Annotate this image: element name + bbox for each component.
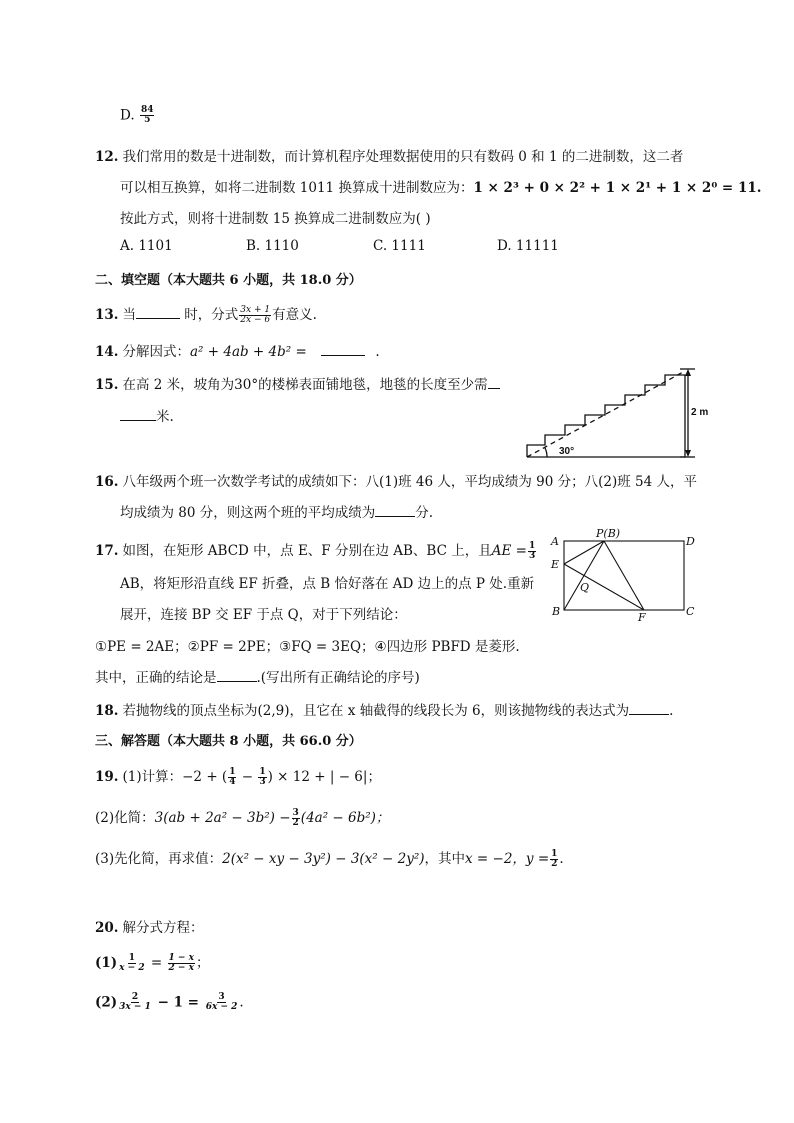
label-b: B	[552, 605, 561, 618]
question-number: 16.	[95, 474, 119, 490]
denominator: 3	[528, 551, 536, 561]
question-text: 若抛物线的顶点坐标为(2,9)，且它在 x 轴截得的线段长为 6，则该抛物线的表达式为	[122, 703, 630, 719]
question-20-title	[95, 916, 204, 936]
formula: ；	[195, 955, 210, 971]
height-label: 2 m	[691, 407, 709, 418]
formula: .	[239, 994, 244, 1011]
fraction	[528, 542, 536, 562]
denominator: 2x − 6	[240, 315, 271, 325]
denominator: 2	[551, 859, 558, 869]
label-q: Q	[580, 581, 590, 594]
fraction	[140, 106, 155, 126]
q12-option-c[interactable]: C. 1111	[373, 238, 426, 254]
answer-blank[interactable]	[120, 408, 156, 421]
fraction	[205, 993, 239, 1013]
angle-arc	[545, 448, 547, 457]
fraction	[168, 954, 195, 974]
formula: − 1 =	[152, 994, 204, 1011]
question-number: 18.	[95, 703, 119, 719]
question-17-line5	[95, 666, 420, 686]
fold-line-ef	[564, 564, 644, 610]
question-text: 分解因式：	[122, 344, 190, 360]
formula: .	[559, 851, 564, 867]
question-19-part3	[95, 847, 564, 869]
fraction	[292, 809, 300, 829]
question-17-conclusions: ①PE = 2AE；②PF = 2PE；③FQ = 3EQ；④四边形 PBFD 是菱形.	[95, 639, 520, 655]
question-text: 按此方式，则将十进制数 15 换算成二进制数应为( )	[120, 211, 431, 227]
answer-blank[interactable]	[217, 669, 257, 682]
formula: a² + 4ab + 4b² =	[190, 344, 307, 360]
question-text: (3)先化简，再求值：	[95, 851, 223, 867]
question-20-part1	[95, 951, 209, 973]
q12-option-a[interactable]: A. 1101	[120, 238, 173, 254]
question-14	[95, 340, 380, 360]
formula: −2 + (	[182, 769, 228, 785]
stairs-figure	[525, 365, 709, 461]
denominator: 3	[259, 777, 266, 787]
numerator: 3x + 1	[240, 304, 271, 315]
numerator: 3	[218, 992, 225, 1002]
question-number: 14.	[95, 344, 119, 360]
part-label: (1)	[95, 955, 118, 971]
denominator: x − 2	[119, 963, 145, 973]
stairs-outline	[527, 375, 685, 457]
numerator: 3	[292, 807, 299, 818]
label-e: E	[551, 558, 560, 571]
question-text: 均成绩为 80 分，则这两个班的平均成绩为	[120, 505, 376, 521]
question-text: 有意义.	[272, 307, 317, 323]
numerator: 84	[140, 105, 154, 115]
numerator: 1	[551, 848, 558, 859]
denominator: 5	[144, 115, 151, 126]
question-text: ，其中	[424, 851, 465, 867]
question-text: 分.	[415, 505, 434, 521]
denominator: 4	[229, 777, 236, 787]
denominator: 2	[292, 818, 299, 828]
question-text: 当	[122, 307, 136, 323]
answer-blank[interactable]	[629, 702, 669, 715]
fraction	[118, 993, 152, 1013]
formula: ) × 12 + | − 6|；	[267, 769, 381, 785]
slope-dashed-line	[527, 371, 685, 457]
question-19-part2	[95, 806, 389, 828]
question-text: 时，分式	[180, 307, 239, 323]
answer-blank[interactable]	[321, 343, 365, 356]
question-number: 17.	[95, 543, 119, 559]
label-c: C	[686, 605, 695, 618]
question-17-line3: 展开，连接 BP 交 EF 于点 Q，对于下列结论：	[120, 607, 407, 623]
formula: 3(ab + 2a² − 3b²) −	[154, 810, 291, 826]
question-18	[95, 699, 673, 719]
question-number: 15.	[95, 377, 119, 393]
question-17-line2: AB，将矩形沿直线 EF 折叠，点 B 恰好落在 AD 边上的点 P 处.重新	[120, 576, 535, 592]
q12-option-d[interactable]: D. 11111	[497, 238, 559, 254]
answer-blank[interactable]	[136, 306, 180, 319]
numerator: 2	[131, 992, 139, 1002]
question-text: 解分式方程：	[122, 920, 204, 936]
label-d: D	[686, 535, 695, 548]
formula: x = −2，y =	[465, 851, 550, 867]
question-text: (2)化简：	[95, 810, 155, 826]
segment-pe	[564, 541, 604, 564]
option-label: D.	[120, 107, 135, 124]
rectangle-fold-figure	[548, 525, 708, 625]
question-number: 13.	[95, 307, 119, 323]
fraction	[228, 768, 236, 788]
question-17-line1	[95, 539, 537, 561]
numerator: 1	[229, 766, 236, 777]
label-a: A	[551, 535, 559, 548]
q11-option-d	[120, 106, 155, 126]
numerator: 1 − x	[168, 952, 194, 963]
question-text: 八年级两个班一次数学考试的成绩如下：八(1)班 46 人，平均成绩为 90 分；八(2)班 54 人，平	[122, 474, 698, 490]
section-2-heading: 二、填空题（本大题共 6 小题，共 18.0 分）	[95, 273, 362, 288]
question-15-line2	[120, 405, 174, 425]
question-12-line2	[120, 176, 761, 196]
arrow-up-icon	[685, 369, 691, 376]
question-number: 20.	[95, 920, 119, 936]
formula: 1 × 2³ + 0 × 2² + 1 × 2¹ + 1 × 2⁰ = 11.	[473, 180, 762, 196]
answer-blank[interactable]	[488, 376, 500, 389]
question-13	[95, 303, 317, 325]
formula: (4a² − 6b²)；	[300, 810, 390, 826]
denominator: 3x − 1	[119, 1002, 151, 1013]
denominator: 2 − x	[168, 963, 194, 973]
label-p-b: P(B)	[596, 527, 621, 540]
formula: −	[237, 769, 258, 785]
angle-label: 30°	[559, 446, 575, 457]
question-20-part2	[95, 993, 244, 1013]
segment-bp	[564, 541, 604, 610]
question-text: 如图，在矩形 ABCD 中，点 E、F 分别在边 AB、BC 上，且	[122, 543, 492, 559]
question-12-line3	[120, 207, 431, 227]
question-16-line1	[95, 470, 697, 490]
question-19-part1	[95, 765, 381, 787]
fraction	[258, 768, 266, 788]
formula: 2(x² − xy − 3y²) − 3(x² − 2y²)	[222, 851, 425, 867]
numerator: 1	[128, 952, 136, 963]
question-number: 19.	[95, 769, 119, 785]
fraction	[550, 850, 558, 870]
question-text: .	[669, 703, 674, 719]
question-text: .	[375, 344, 380, 360]
segment-pf	[604, 541, 644, 610]
question-16-line2	[120, 501, 433, 521]
question-text: .(写出所有正确结论的序号)	[256, 670, 420, 686]
fraction	[239, 306, 271, 326]
question-text: (1)计算：	[122, 769, 183, 785]
question-15-line1	[95, 373, 500, 393]
arrow-down-icon	[685, 450, 691, 457]
question-number: 12.	[95, 149, 119, 165]
q12-option-b[interactable]: B. 1110	[246, 238, 299, 254]
question-12-line1	[95, 145, 683, 165]
question-text: 我们常用的数是十进制数，而计算机程序处理数据使用的只有数码 0 和 1 的二进制数，这二者	[122, 149, 684, 165]
denominator: 6x − 2	[205, 1002, 238, 1013]
question-text: 其中，正确的结论是	[95, 670, 217, 686]
answer-blank[interactable]	[375, 504, 415, 517]
question-text: 可以相互换算，如将二进制数 1011 换算成十进制数应为：	[120, 180, 474, 196]
section-3-heading: 三、解答题（本大题共 8 小题，共 66.0 分）	[95, 734, 362, 749]
part-label: (2)	[95, 994, 118, 1011]
numerator: 1	[528, 540, 536, 551]
numerator: 1	[259, 766, 266, 777]
formula: =	[146, 955, 167, 971]
fraction	[118, 954, 145, 974]
question-text: 在高 2 米，坡角为30°的楼梯表面铺地毯，地毯的长度至少需	[122, 377, 488, 393]
formula: AE =	[491, 543, 527, 559]
label-f: F	[638, 611, 646, 624]
question-text: 米.	[156, 409, 174, 425]
